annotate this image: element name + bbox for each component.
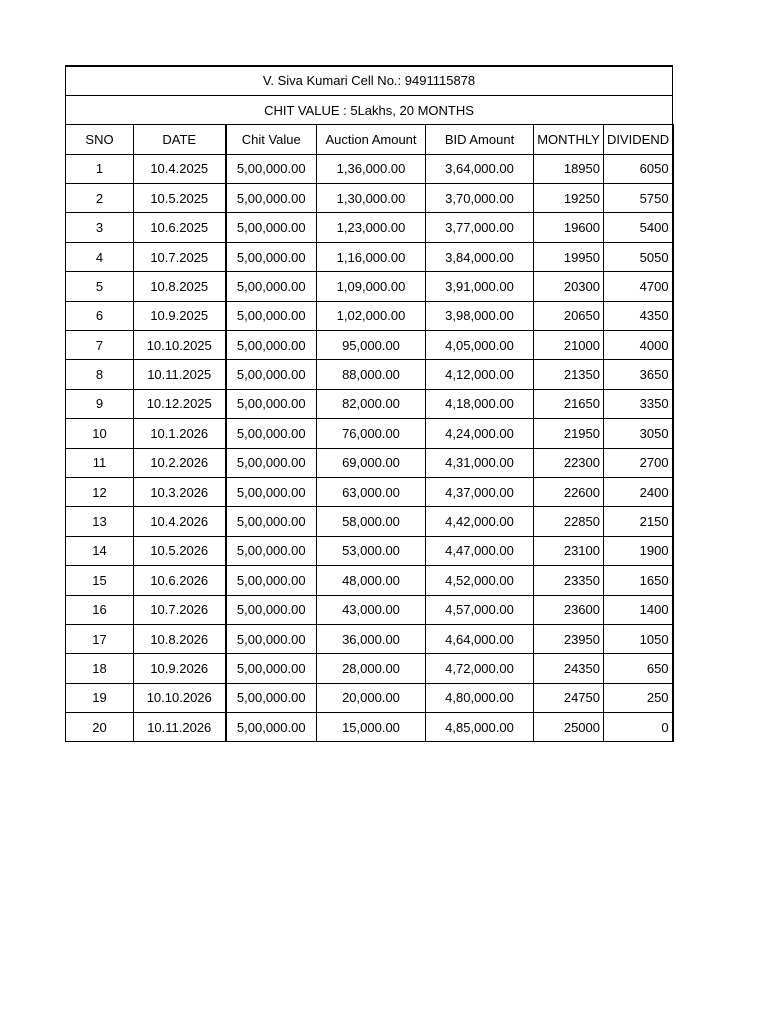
column-header-bid-amount: BID Amount	[426, 125, 534, 154]
table-row	[66, 595, 673, 624]
cell-bid-amount: 4,18,000.00	[426, 389, 534, 418]
cell-sno: 4	[66, 242, 134, 271]
cell-dividend: 2400	[604, 477, 673, 506]
cell-chit-value: 5,00,000.00	[226, 331, 317, 360]
cell-sno: 18	[66, 654, 134, 683]
cell-auction-amount: 20,000.00	[317, 683, 426, 712]
cell-auction-amount: 63,000.00	[317, 477, 426, 506]
table-row	[66, 477, 673, 506]
cell-dividend: 4350	[604, 301, 673, 330]
cell-auction-amount: 82,000.00	[317, 389, 426, 418]
cell-date: 10.11.2025	[134, 360, 226, 389]
cell-bid-amount: 4,24,000.00	[426, 419, 534, 448]
cell-auction-amount: 43,000.00	[317, 595, 426, 624]
cell-chit-value: 5,00,000.00	[226, 477, 317, 506]
cell-auction-amount: 1,36,000.00	[317, 154, 426, 183]
cell-monthly: 19950	[534, 242, 604, 271]
table-row	[66, 389, 673, 418]
cell-date: 10.5.2025	[134, 184, 226, 213]
cell-date: 10.12.2025	[134, 389, 226, 418]
cell-dividend: 2700	[604, 448, 673, 477]
cell-monthly: 22600	[534, 477, 604, 506]
cell-dividend: 250	[604, 683, 673, 712]
cell-date: 10.5.2026	[134, 536, 226, 565]
cell-bid-amount: 3,84,000.00	[426, 242, 534, 271]
cell-bid-amount: 4,85,000.00	[426, 713, 534, 742]
cell-date: 10.10.2025	[134, 331, 226, 360]
cell-chit-value: 5,00,000.00	[226, 184, 317, 213]
cell-monthly: 21000	[534, 331, 604, 360]
cell-date: 10.2.2026	[134, 448, 226, 477]
cell-date: 10.3.2026	[134, 477, 226, 506]
cell-dividend: 4000	[604, 331, 673, 360]
cell-dividend: 2150	[604, 507, 673, 536]
cell-monthly: 21950	[534, 419, 604, 448]
cell-chit-value: 5,00,000.00	[226, 683, 317, 712]
column-header-chit-value: Chit Value	[226, 125, 317, 154]
cell-chit-value: 5,00,000.00	[226, 360, 317, 389]
table-row	[66, 213, 673, 242]
cell-auction-amount: 1,30,000.00	[317, 184, 426, 213]
table-row	[66, 184, 673, 213]
cell-bid-amount: 4,05,000.00	[426, 331, 534, 360]
cell-bid-amount: 4,47,000.00	[426, 536, 534, 565]
title-row	[66, 66, 673, 95]
cell-dividend: 3350	[604, 389, 673, 418]
cell-auction-amount: 1,23,000.00	[317, 213, 426, 242]
column-header-row	[66, 125, 673, 154]
cell-dividend: 5400	[604, 213, 673, 242]
cell-monthly: 22300	[534, 448, 604, 477]
cell-chit-value: 5,00,000.00	[226, 624, 317, 653]
cell-sno: 15	[66, 566, 134, 595]
cell-bid-amount: 3,77,000.00	[426, 213, 534, 242]
cell-chit-value: 5,00,000.00	[226, 213, 317, 242]
cell-auction-amount: 69,000.00	[317, 448, 426, 477]
cell-monthly: 19250	[534, 184, 604, 213]
cell-date: 10.9.2026	[134, 654, 226, 683]
cell-date: 10.6.2025	[134, 213, 226, 242]
subtitle-row	[66, 95, 673, 124]
cell-dividend: 4700	[604, 272, 673, 301]
table-row	[66, 683, 673, 712]
cell-chit-value: 5,00,000.00	[226, 301, 317, 330]
table-row	[66, 566, 673, 595]
cell-bid-amount: 4,37,000.00	[426, 477, 534, 506]
cell-chit-value: 5,00,000.00	[226, 154, 317, 183]
cell-date: 10.8.2026	[134, 624, 226, 653]
cell-auction-amount: 1,09,000.00	[317, 272, 426, 301]
cell-auction-amount: 28,000.00	[317, 654, 426, 683]
cell-auction-amount: 36,000.00	[317, 624, 426, 653]
cell-dividend: 1900	[604, 536, 673, 565]
cell-monthly: 18950	[534, 154, 604, 183]
table-row	[66, 419, 673, 448]
table-row	[66, 331, 673, 360]
cell-sno: 13	[66, 507, 134, 536]
cell-bid-amount: 4,52,000.00	[426, 566, 534, 595]
column-header-date: DATE	[134, 125, 226, 154]
cell-auction-amount: 15,000.00	[317, 713, 426, 742]
cell-dividend: 3650	[604, 360, 673, 389]
table-row	[66, 507, 673, 536]
cell-sno: 6	[66, 301, 134, 330]
cell-date: 10.11.2026	[134, 713, 226, 742]
table-row	[66, 448, 673, 477]
cell-sno: 5	[66, 272, 134, 301]
cell-sno: 9	[66, 389, 134, 418]
cell-chit-value: 5,00,000.00	[226, 654, 317, 683]
cell-sno: 1	[66, 154, 134, 183]
table-row	[66, 654, 673, 683]
cell-chit-value: 5,00,000.00	[226, 713, 317, 742]
cell-bid-amount: 4,57,000.00	[426, 595, 534, 624]
cell-dividend: 1400	[604, 595, 673, 624]
cell-sno: 2	[66, 184, 134, 213]
cell-auction-amount: 95,000.00	[317, 331, 426, 360]
sheet-title: V. Siva Kumari Cell No.: 9491115878	[66, 66, 673, 95]
cell-monthly: 23350	[534, 566, 604, 595]
cell-dividend: 1650	[604, 566, 673, 595]
cell-monthly: 22850	[534, 507, 604, 536]
table-row	[66, 713, 673, 742]
cell-sno: 16	[66, 595, 134, 624]
cell-chit-value: 5,00,000.00	[226, 595, 317, 624]
cell-date: 10.4.2025	[134, 154, 226, 183]
cell-monthly: 20300	[534, 272, 604, 301]
table-row	[66, 360, 673, 389]
cell-date: 10.7.2026	[134, 595, 226, 624]
cell-dividend: 5750	[604, 184, 673, 213]
cell-bid-amount: 3,91,000.00	[426, 272, 534, 301]
cell-monthly: 23100	[534, 536, 604, 565]
cell-chit-value: 5,00,000.00	[226, 536, 317, 565]
cell-date: 10.6.2026	[134, 566, 226, 595]
cell-monthly: 25000	[534, 713, 604, 742]
cell-monthly: 23950	[534, 624, 604, 653]
cell-sno: 14	[66, 536, 134, 565]
cell-sno: 20	[66, 713, 134, 742]
table-row	[66, 154, 673, 183]
cell-auction-amount: 1,02,000.00	[317, 301, 426, 330]
cell-date: 10.10.2026	[134, 683, 226, 712]
cell-monthly: 21650	[534, 389, 604, 418]
cell-chit-value: 5,00,000.00	[226, 448, 317, 477]
cell-bid-amount: 4,42,000.00	[426, 507, 534, 536]
table-row	[66, 536, 673, 565]
cell-bid-amount: 4,80,000.00	[426, 683, 534, 712]
column-header-sno: SNO	[66, 125, 134, 154]
chit-sheet	[65, 65, 672, 742]
cell-chit-value: 5,00,000.00	[226, 272, 317, 301]
cell-auction-amount: 58,000.00	[317, 507, 426, 536]
cell-monthly: 24350	[534, 654, 604, 683]
cell-date: 10.7.2025	[134, 242, 226, 271]
cell-chit-value: 5,00,000.00	[226, 389, 317, 418]
cell-date: 10.8.2025	[134, 272, 226, 301]
cell-chit-value: 5,00,000.00	[226, 507, 317, 536]
cell-date: 10.1.2026	[134, 419, 226, 448]
cell-sno: 7	[66, 331, 134, 360]
table-row	[66, 624, 673, 653]
cell-dividend: 1050	[604, 624, 673, 653]
cell-dividend: 5050	[604, 242, 673, 271]
cell-auction-amount: 76,000.00	[317, 419, 426, 448]
cell-sno: 19	[66, 683, 134, 712]
cell-chit-value: 5,00,000.00	[226, 566, 317, 595]
cell-dividend: 6050	[604, 154, 673, 183]
cell-chit-value: 5,00,000.00	[226, 242, 317, 271]
sheet-subtitle: CHIT VALUE : 5Lakhs, 20 MONTHS	[66, 95, 673, 124]
cell-date: 10.4.2026	[134, 507, 226, 536]
cell-bid-amount: 4,64,000.00	[426, 624, 534, 653]
column-header-auction-amount: Auction Amount	[317, 125, 426, 154]
cell-sno: 11	[66, 448, 134, 477]
cell-bid-amount: 3,98,000.00	[426, 301, 534, 330]
cell-sno: 17	[66, 624, 134, 653]
cell-bid-amount: 4,72,000.00	[426, 654, 534, 683]
cell-monthly: 23600	[534, 595, 604, 624]
column-header-dividend: DIVIDEND	[604, 125, 673, 154]
table-row	[66, 301, 673, 330]
chit-table	[65, 65, 674, 742]
cell-sno: 3	[66, 213, 134, 242]
cell-dividend: 0	[604, 713, 673, 742]
cell-auction-amount: 88,000.00	[317, 360, 426, 389]
cell-monthly: 20650	[534, 301, 604, 330]
cell-auction-amount: 1,16,000.00	[317, 242, 426, 271]
cell-auction-amount: 48,000.00	[317, 566, 426, 595]
cell-bid-amount: 4,12,000.00	[426, 360, 534, 389]
cell-monthly: 21350	[534, 360, 604, 389]
cell-bid-amount: 3,70,000.00	[426, 184, 534, 213]
cell-chit-value: 5,00,000.00	[226, 419, 317, 448]
table-row	[66, 242, 673, 271]
cell-auction-amount: 53,000.00	[317, 536, 426, 565]
table-row	[66, 272, 673, 301]
cell-date: 10.9.2025	[134, 301, 226, 330]
column-header-monthly: MONTHLY	[534, 125, 604, 154]
cell-monthly: 19600	[534, 213, 604, 242]
table-body	[66, 154, 673, 742]
cell-sno: 10	[66, 419, 134, 448]
cell-sno: 8	[66, 360, 134, 389]
cell-bid-amount: 4,31,000.00	[426, 448, 534, 477]
cell-dividend: 3050	[604, 419, 673, 448]
cell-monthly: 24750	[534, 683, 604, 712]
cell-sno: 12	[66, 477, 134, 506]
cell-bid-amount: 3,64,000.00	[426, 154, 534, 183]
cell-dividend: 650	[604, 654, 673, 683]
